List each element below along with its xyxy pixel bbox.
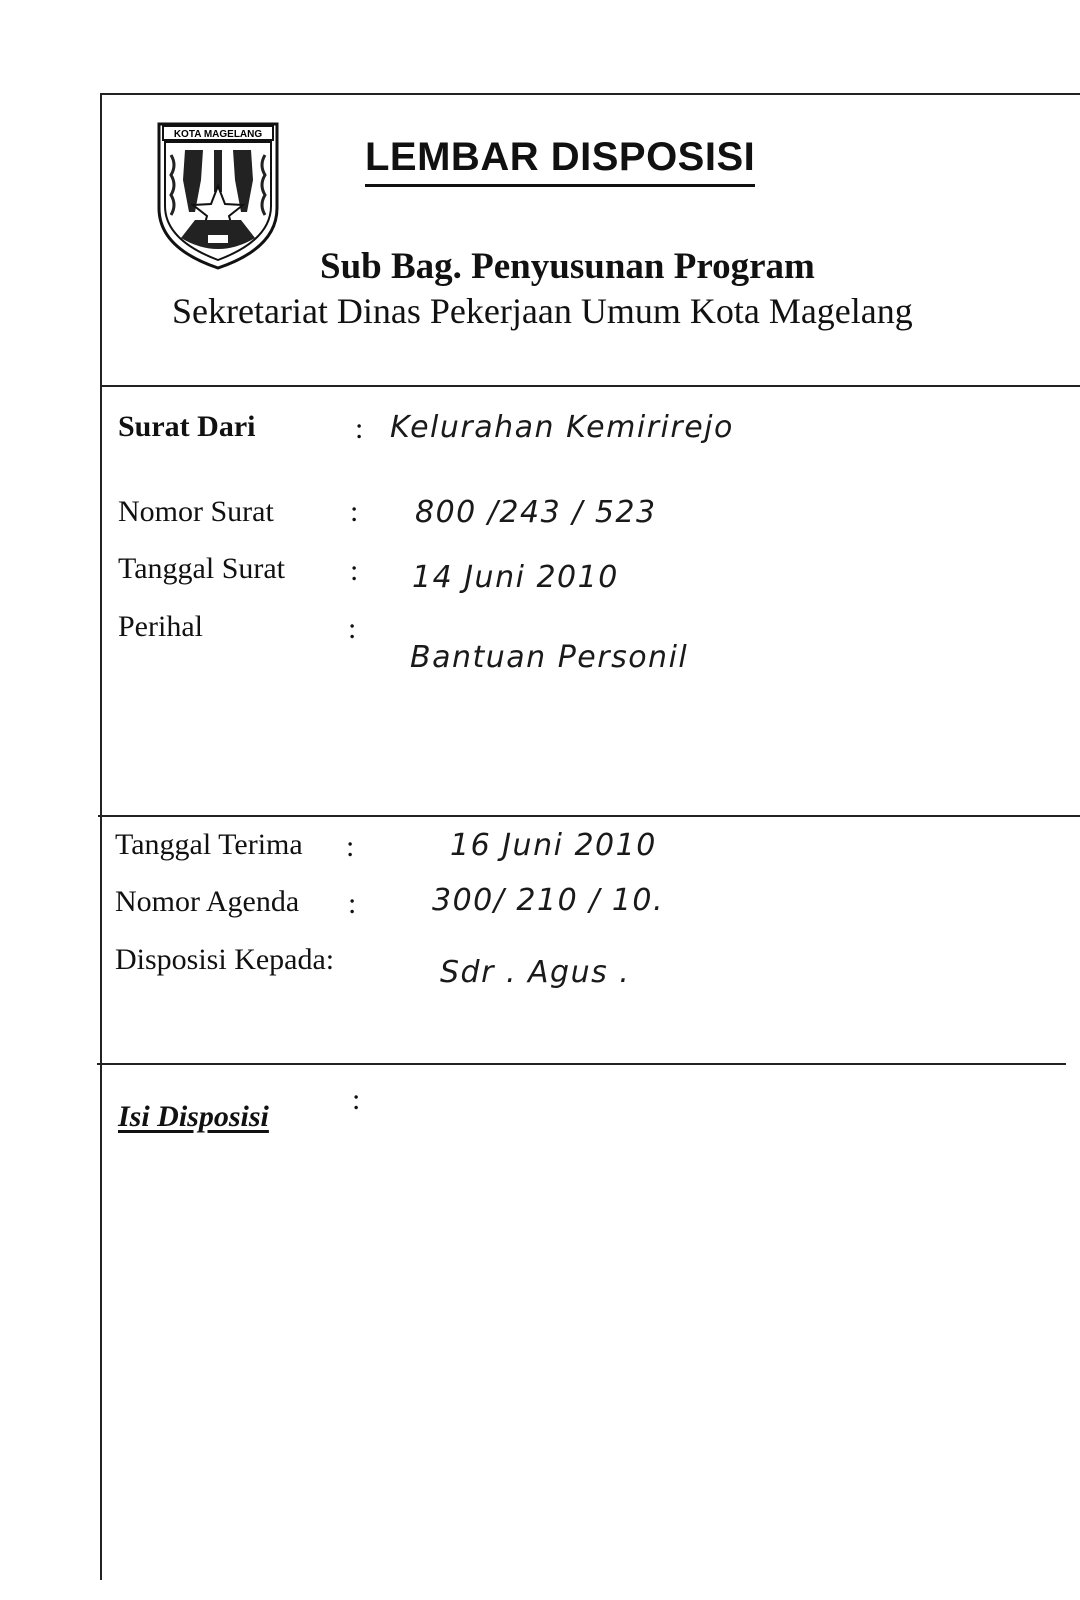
letter-section-divider	[98, 815, 1080, 817]
received-date-value: 16 Juni 2010	[450, 828, 657, 863]
letter-date-label: Tanggal Surat	[118, 552, 286, 585]
received-date-label: Tanggal Terima	[115, 828, 303, 861]
disposition-content-label: Isi Disposisi	[118, 1100, 269, 1133]
letter-date-colon: :	[350, 554, 359, 587]
letter-subject-label: Perihal	[118, 610, 203, 643]
form-title: LEMBAR DISPOSISI	[365, 132, 755, 187]
agenda-number-value: 300/ 210 / 10.	[432, 883, 665, 918]
letter-number-value: 800 /243 / 523	[415, 495, 657, 530]
disposition-content-colon: :	[352, 1083, 361, 1116]
seal-banner-text: KOTA MAGELANG	[173, 129, 263, 140]
letter-number-label: Nomor Surat	[118, 495, 274, 528]
letter-subject-colon: :	[348, 612, 357, 645]
agenda-number-colon: :	[348, 887, 357, 920]
disposition-to-label: Disposisi Kepada:	[115, 943, 335, 976]
letter-number-colon: :	[350, 495, 359, 528]
subtitle: Sub Bag. Penyusunan Program	[320, 246, 815, 287]
letter-subject-value: Bantuan Personil	[410, 640, 689, 675]
agenda-number-label: Nomor Agenda	[115, 885, 300, 918]
disposition-to-value: Sdr . Agus .	[440, 955, 631, 990]
received-date-colon: :	[346, 830, 355, 863]
letter-from-colon: :	[355, 412, 364, 445]
letter-date-value: 14 Juni 2010	[412, 560, 619, 595]
header-divider	[100, 385, 1080, 387]
kota-magelang-seal-icon	[155, 120, 281, 270]
office-name: Sekretariat Dinas Pekerjaan Umum Kota Magelang	[172, 291, 913, 331]
receipt-section-divider	[97, 1063, 1066, 1065]
form-frame-left	[100, 93, 102, 1580]
form-top-border	[100, 93, 1080, 95]
letter-from-label: Surat Dari	[118, 410, 256, 443]
letter-from-value: Kelurahan Kemirirejo	[390, 410, 734, 445]
